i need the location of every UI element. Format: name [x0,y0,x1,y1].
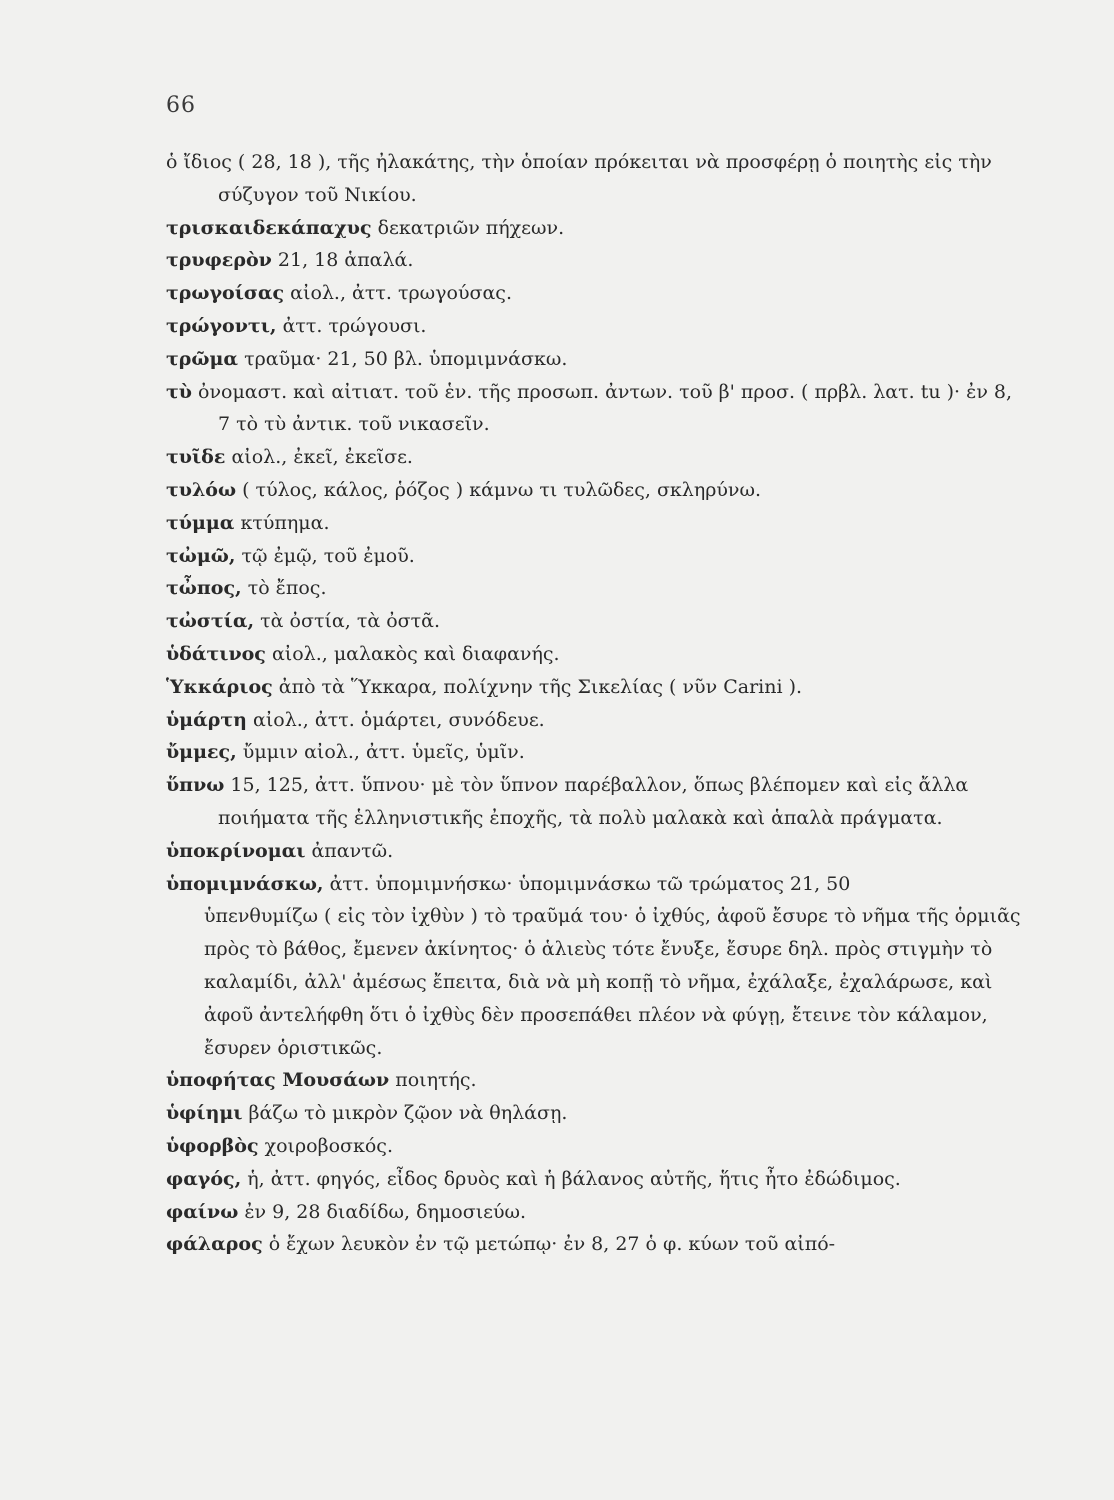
definition: αἰολ., ἀττ. ὁμάρτει, συνόδευε. [253,708,545,731]
headword: τυῖδε [166,446,226,469]
headword: ὕπνω [166,774,225,797]
glossary-entry [166,1097,1026,1130]
glossary-entry [166,376,1026,442]
definition: τραῦμα· 21, 50 βλ. ὑπομιμνάσκω. [244,347,568,370]
headword: τὠστία, [166,610,255,633]
glossary-entry [166,638,1026,671]
page-number: 66 [166,93,196,118]
headword: τὠμῶ, [166,544,236,567]
glossary-entry [166,1228,1026,1261]
glossary-entry [166,1196,1026,1229]
glossary-entry [166,277,1026,310]
glossary-entry [166,343,1026,376]
headword: τὺ [166,380,192,403]
definition: αἰολ., μαλακὸς καὶ διαφανής. [271,642,560,665]
definition: τὸ ἔπος. [247,577,327,600]
glossary-entry [166,507,1026,540]
definition: τῷ ἐμῷ, τοῦ ἐμοῦ. [241,544,415,567]
glossary-entry [166,868,1026,901]
definition: ὀνομαστ. καὶ αἰτιατ. τοῦ ἑν. τῆς προσωπ. ἀντων. τοῦ β' προσ. ( πρβλ. λατ. tu )· ἐν 8, 7 τὸ τὺ ἀντικ. τοῦ νικασεῖν. [198,380,1013,436]
definition: ὑπενθυμίζω ( εἰς τὸν ἰχθὺν ) τὸ τραῦμά του· ὁ ἰχθύς, ἀφοῦ ἔσυρε τὸ νῆμα τῆς ὁρμιᾶς πρὸς τὸ βάθος, ἔμενεν ἀκίνητος· ὁ ἁλιεὺς τότε ἔνυξε, ἔσυρε δηλ. πρὸς στιγμὴν τὸ καλαμίδι, ἀλλ' ἀμέσως ἔπειτα, διὰ νὰ μὴ κοπῇ τὸ νῆμα, ἐχάλαξε, ἐχαλάρωσε, καὶ ἀφοῦ ἀντελήφθη ὅτι ὁ ἰχθὺς δὲν προσεπάθει πλέον νὰ φύγῃ, ἔτεινε τὸν κάλαμον, ἔσυρεν ὁριστικῶς. [204,905,1021,1059]
definition: ὁ ἴδιος ( 28, 18 ), τῆς ἠλακάτης, τὴν ὁποίαν πρόκειται νὰ προσφέρῃ ὁ ποιητὴς εἰς τὴν σύζυγον τοῦ Νικίου. [166,151,992,206]
glossary-entry [166,474,1026,507]
glossary-entry [166,212,1026,245]
glossary-entry [166,835,1026,868]
glossary-entry [166,704,1026,737]
definition: ἀπὸ τὰ Ὕκκαρα, πολίχνην τῆς Σικελίας ( νῦν Carini ). [278,675,803,698]
headword: ὑπομιμνάσκω, [166,872,324,895]
glossary-entry [166,671,1026,704]
glossary-entry [166,441,1026,474]
definition: ἡ, ἀττ. φηγός, εἶδος δρυὸς καὶ ἡ βάλανος αὐτῆς, ἥτις ἦτο ἐδώδιμος. [247,1167,901,1190]
headword: τρῶμα [166,347,239,370]
definition: ἀττ. ὑπομιμνήσκω· ὑπομιμνάσκω τῶ τρώματος 21, 50 [329,872,851,895]
glossary-entry [166,736,1026,769]
definition: ἀττ. τρώγουσι. [282,314,427,337]
definition: ποιητής. [395,1069,477,1092]
headword: φαγός, [166,1167,242,1190]
definition: 21, 18 ἁπαλά. [277,249,414,272]
glossary-entry [166,146,1026,212]
definition: χοιροβοσκός. [264,1134,393,1157]
headword: φάλαρος [166,1233,263,1256]
definition: ὔμμιν αἰολ., ἀττ. ὑμεῖς, ὑμῖν. [242,741,525,764]
glossary-entry [166,1163,1026,1196]
definition: ἐν 9, 28 διαδίδω, δημοσιεύω. [244,1200,527,1223]
glossary-entry [166,540,1026,573]
glossary-entry [166,769,1026,835]
definition: 15, 125, ἀττ. ὕπνου· μὲ τὸν ὕπνον παρέβαλλον, ὅπως βλέπομεν καὶ εἰς ἄλλα ποιήματα τῆς ἑλληνιστικῆς ἐποχῆς, τὰ πολὺ μαλακὰ καὶ ἁπαλὰ πράγματα. [218,774,969,829]
headword: τρυφερὸν [166,249,272,272]
headword: τύμμα [166,511,235,534]
definition: δεκατριῶν πήχεων. [377,216,565,239]
glossary-entry [166,1130,1026,1163]
glossary-entry [166,1064,1026,1097]
definition: αἰολ., ἀττ. τρωγούσας. [290,282,512,305]
headword: ὔμμες, [166,741,237,764]
definition: βάζω τὸ μικρὸν ζῷον νὰ θηλάσῃ. [248,1102,568,1125]
headword: ὑδάτινος [166,642,266,665]
headword: ὑφίημι [166,1102,243,1125]
headword: τρωγοίσας [166,282,285,305]
headword: τυλόω [166,478,237,501]
glossary-entry-continuation [166,900,1026,1064]
headword: τρώγοντι, [166,314,277,337]
headword: Ὑκκάριος [166,675,273,698]
headword: ὑμάρτη [166,708,247,731]
headword: ὑποφήτας Μουσάων [166,1069,390,1092]
headword: φαίνω [166,1200,239,1223]
definition: ὁ ἔχων λευκὸν ἐν τῷ μετώπῳ· ἐν 8, 27 ὁ φ. κύων τοῦ αἰπό- [268,1233,836,1256]
definition: κτύπημα. [240,511,330,534]
glossary-entry [166,572,1026,605]
headword: τὦπος, [166,577,242,600]
glossary-entry [166,310,1026,343]
glossary-entry [166,605,1026,638]
glossary-list [166,146,1026,1261]
headword: ὑφορβὸς [166,1134,259,1157]
definition: τὰ ὀστία, τὰ ὀστᾶ. [260,610,440,633]
definition: ἀπαντῶ. [311,839,394,862]
definition: ( τύλος, κάλος, ῥόζος ) κάμνω τι τυλῶδες, σκληρύνω. [242,478,762,501]
glossary-entry [166,244,1026,277]
definition: αἰολ., ἐκεῖ, ἐκεῖσε. [231,446,413,469]
headword: ὑποκρίνομαι [166,839,306,862]
headword: τρισκαιδεκάπαχυς [166,216,372,239]
